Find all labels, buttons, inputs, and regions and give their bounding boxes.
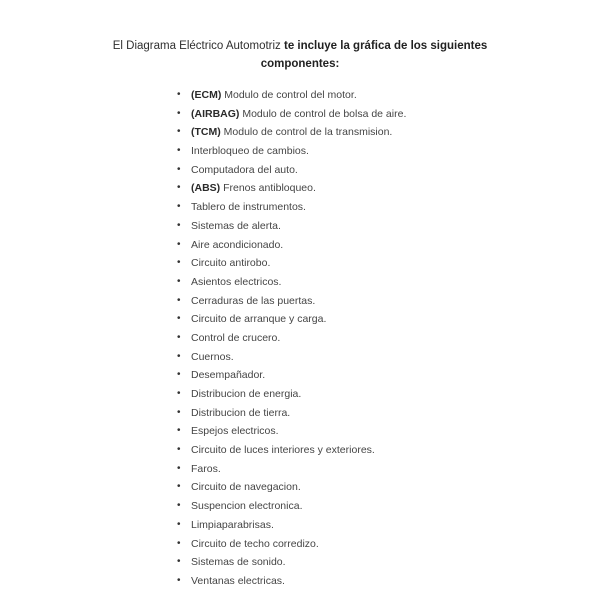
list-item-text: Suspencion electronica.	[191, 500, 303, 513]
bullet-icon: •	[177, 500, 181, 512]
bullet-icon: •	[177, 369, 181, 381]
bullet-icon: •	[177, 574, 181, 586]
list-item-text: Control de crucero.	[191, 331, 281, 344]
list-item	[176, 142, 406, 161]
heading-bold-text-2: componentes:	[260, 58, 340, 70]
heading-bold-text-1: te incluye la gráfica de los siguientes	[284, 40, 488, 52]
list-item	[176, 123, 406, 142]
list-item	[176, 310, 406, 329]
list-item-text: Faros.	[191, 462, 221, 475]
bullet-icon: •	[177, 257, 181, 269]
list-item-text: Circuito de arranque y carga.	[191, 313, 327, 326]
intro-heading	[60, 37, 540, 73]
list-item-text: Frenos antibloqueo.	[220, 182, 316, 195]
bullet-icon: •	[177, 331, 181, 343]
list-item-abbreviation: (ABS)	[191, 182, 221, 195]
list-item	[176, 179, 406, 198]
list-item-text: Modulo de control de la transmision.	[220, 126, 393, 139]
list-item	[176, 404, 406, 423]
list-item-abbreviation: (ECM)	[191, 89, 222, 101]
list-item	[176, 273, 406, 292]
list-item-text: Desempañador.	[191, 369, 266, 382]
bullet-icon: •	[177, 126, 181, 138]
list-item-text: Asientos electricos.	[191, 275, 282, 288]
bullet-icon: •	[177, 425, 181, 437]
list-item	[176, 497, 406, 516]
list-item	[176, 366, 406, 385]
bullet-icon: •	[177, 294, 181, 306]
components-list	[176, 86, 406, 591]
bullet-icon: •	[177, 201, 181, 213]
bullet-icon: •	[177, 388, 181, 399]
list-item	[176, 516, 406, 535]
list-item-text: Circuito de navegacion.	[191, 481, 301, 494]
list-item	[176, 217, 406, 236]
bullet-icon: •	[177, 462, 181, 474]
bullet-icon: •	[177, 406, 181, 418]
list-item-abbreviation: (AIRBAG)	[191, 107, 240, 120]
bullet-icon: •	[177, 537, 181, 549]
list-item	[176, 385, 406, 404]
bullet-icon: •	[177, 313, 181, 325]
bullet-icon: •	[177, 518, 181, 530]
bullet-icon: •	[177, 163, 181, 175]
list-item-text: Circuito de luces interiores y exteriores.	[191, 444, 375, 457]
bullet-icon: •	[177, 219, 181, 231]
bullet-icon: •	[177, 275, 181, 287]
list-item-text: Computadora del auto.	[191, 163, 298, 176]
bullet-icon: •	[177, 444, 181, 456]
list-item-text: Espejos electricos.	[191, 425, 279, 438]
bullet-icon: •	[177, 89, 181, 100]
list-item	[176, 572, 406, 591]
list-item	[176, 105, 406, 124]
list-item-text: Interbloqueo de cambios.	[191, 145, 309, 158]
list-item-text: Distribucion de tierra.	[191, 406, 291, 419]
list-item	[176, 86, 406, 105]
list-item	[176, 422, 406, 441]
list-item	[176, 236, 406, 255]
list-item-text: Circuito antirobo.	[191, 257, 271, 270]
list-item	[176, 161, 406, 180]
list-item	[176, 329, 406, 348]
list-item-text: Sistemas de alerta.	[191, 219, 281, 232]
list-item-text: Distribucion de energia.	[191, 388, 302, 400]
bullet-icon: •	[177, 350, 181, 362]
list-item-text: Ventanas electricas.	[191, 574, 285, 587]
list-item	[176, 292, 406, 311]
list-item-text: Aire acondicionado.	[191, 238, 284, 251]
bullet-icon: •	[177, 145, 181, 157]
list-item-abbreviation: (TCM)	[191, 126, 221, 139]
list-item	[176, 441, 406, 460]
heading-normal-text: El Diagrama Eléctrico Automotriz	[112, 40, 285, 52]
list-item	[176, 535, 406, 554]
list-item-text: Modulo de control del motor.	[221, 89, 357, 101]
bullet-icon: •	[177, 556, 181, 568]
list-item-text: Sistemas de sonido.	[191, 556, 286, 569]
list-item-text: Tablero de instrumentos.	[191, 201, 306, 214]
bullet-icon: •	[177, 182, 181, 194]
bullet-icon: •	[177, 481, 181, 493]
bullet-icon: •	[177, 107, 181, 119]
bullet-icon: •	[177, 238, 181, 250]
list-item	[176, 460, 406, 479]
list-item	[176, 198, 406, 217]
list-item-text: Cerraduras de las puertas.	[191, 294, 316, 307]
list-item	[176, 348, 406, 367]
list-item-text: Cuernos.	[191, 350, 234, 363]
list-item	[176, 254, 406, 273]
list-item-text: Limpiaparabrisas.	[191, 518, 274, 531]
list-item	[176, 553, 406, 572]
list-item-text: Modulo de control de bolsa de aire.	[239, 107, 407, 120]
list-item-text: Circuito de techo corredizo.	[191, 537, 319, 550]
list-item	[176, 478, 406, 497]
